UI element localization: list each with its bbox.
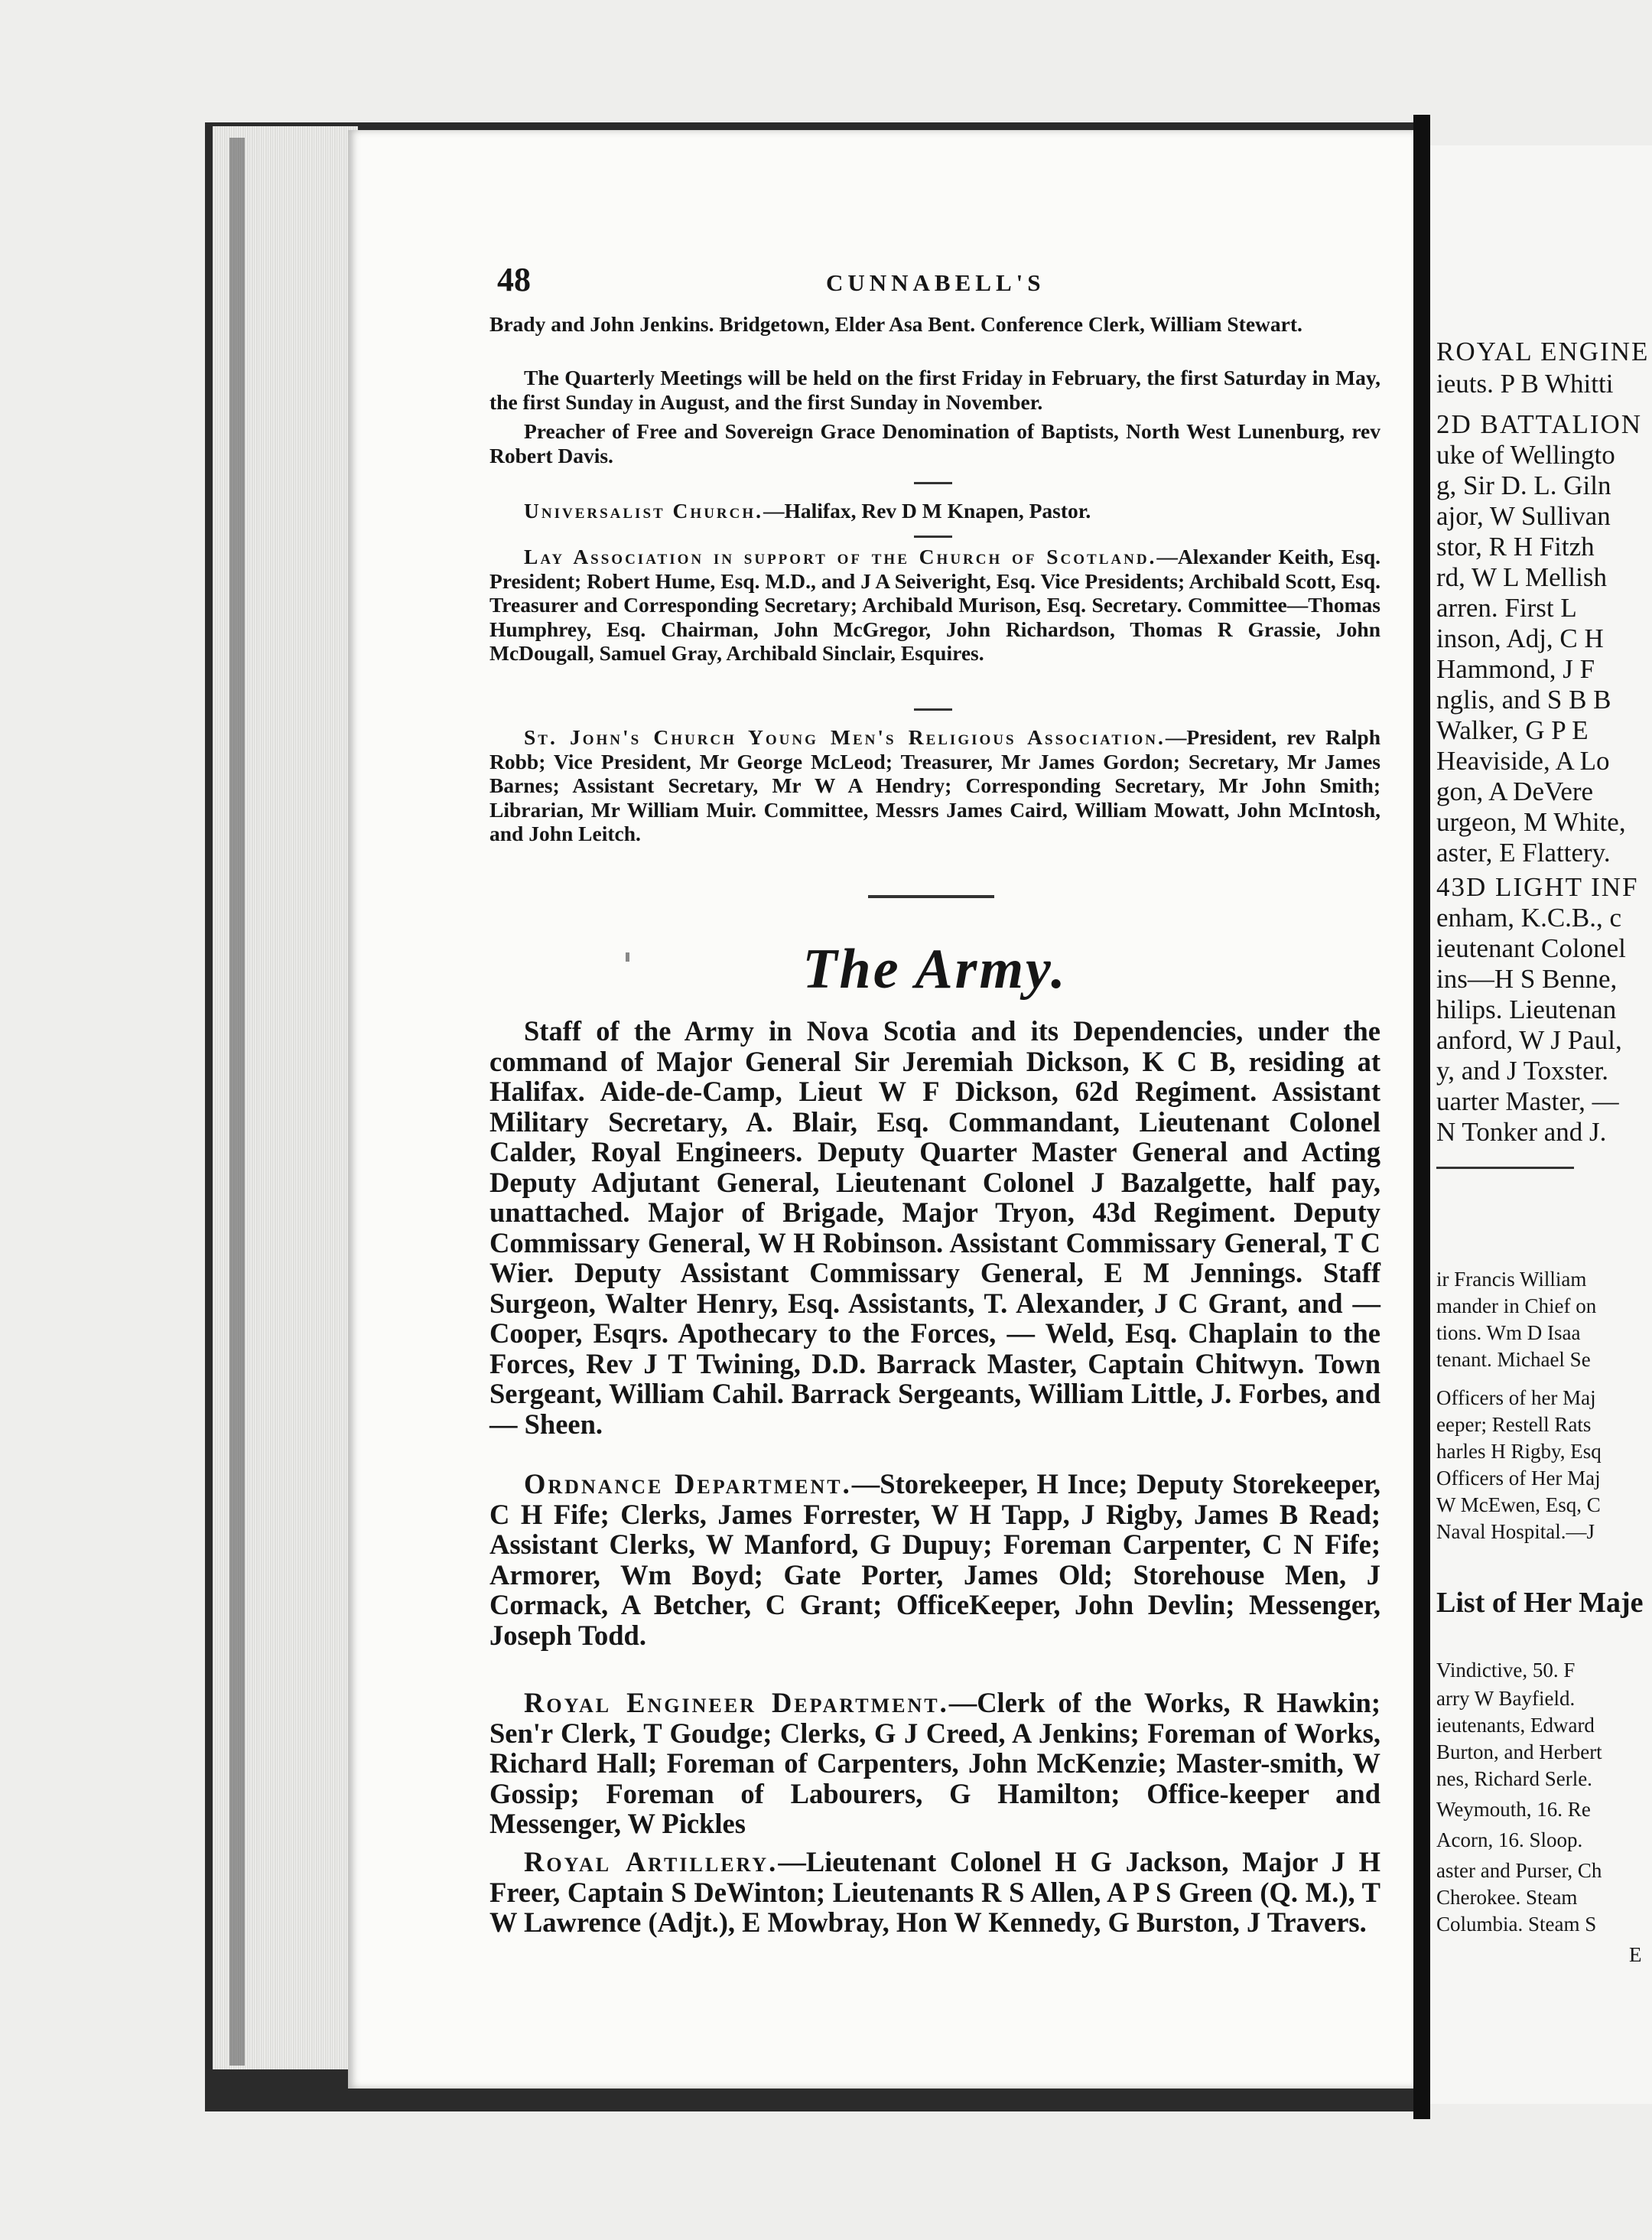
engineer-text: —Clerk of the Works, R Hawkin; Sen'r Clerk, T Goudge; Clerks, G J Creed, A Jenkins; Foreman of Works, Richard Hall; Foreman of Carpenters, John McKenzie; Master-smith, W Gossip; Foreman of Labourers, G Hamilton; Office-keeper and Messenger, W Pickles — [489, 1687, 1380, 1839]
right-line: Cherokee. Steam — [1436, 1886, 1578, 1909]
right-line: E — [1629, 1943, 1642, 1966]
right-line: ROYAL ENGINE — [1436, 337, 1650, 366]
right-line: rd, W L Mellish — [1436, 562, 1607, 592]
st-johns-association — [489, 725, 1380, 846]
right-line: Naval Hospital.—J — [1436, 1520, 1595, 1543]
right-line: Officers of Her Maj — [1436, 1467, 1601, 1490]
right-line: ins—H S Benne, — [1436, 964, 1618, 994]
section-divider — [914, 482, 952, 484]
right-line: y, and J Toxster. — [1436, 1056, 1609, 1086]
right-line: ieuts. P B Whitti — [1436, 369, 1614, 399]
right-line: ir Francis William — [1436, 1268, 1587, 1291]
right-line: g, Sir D. L. Giln — [1436, 470, 1611, 500]
right-line: Walker, G P E — [1436, 715, 1589, 745]
right-line: N Tonker and J. — [1436, 1117, 1607, 1147]
baptist-continuation: Brady and John Jenkins. Bridgetown, Elder Asa Bent. Conference Clerk, William Stewart. — [489, 312, 1302, 336]
right-line: Vindictive, 50. F — [1436, 1659, 1576, 1682]
artillery-text: —Lieutenant Colonel H G Jackson, Major J H Freer, Captain S DeWinton; Lieutenants R S Allen, A P S Green (Q. M.), T W Lawrence (Adjt.), E Mowbray, Hon W Kennedy, G Burston, J Travers. — [489, 1846, 1380, 1938]
right-line: harles H Rigby, Esq — [1436, 1440, 1602, 1463]
right-line: Officers of her Maj — [1436, 1386, 1596, 1409]
right-line: arren. First L — [1436, 593, 1577, 623]
right-line: 2D BATTALION — [1436, 409, 1643, 439]
right-line: Heaviside, A Lo — [1436, 746, 1610, 776]
right-line: gon, A DeVere — [1436, 777, 1594, 806]
right-line: nglis, and S B B — [1436, 685, 1611, 715]
right-line: enham, K.C.B., c — [1436, 903, 1622, 933]
right-line: List of Her Maje — [1436, 1587, 1644, 1619]
right-line: Burton, and Herbert — [1436, 1740, 1602, 1763]
right-line: uarter Master, — — [1436, 1086, 1619, 1116]
right-line: urgeon, M White, — [1436, 807, 1626, 837]
royal-artillery — [489, 1847, 1380, 1938]
right-line: stor, R H Fitzh — [1436, 532, 1595, 562]
engineer-heading: Royal Engineer Department. — [524, 1687, 949, 1718]
right-line: arry W Bayfield. — [1436, 1687, 1576, 1710]
ornamental-rule — [868, 895, 994, 898]
right-line: Hammond, J F — [1436, 654, 1595, 684]
right-line: eeper; Restell Rats — [1436, 1413, 1592, 1436]
right-line: 43D LIGHT INF — [1436, 872, 1639, 902]
right-line: nes, Richard Serle. — [1436, 1767, 1592, 1790]
st-johns-heading: St. John's Church Young Men's Religious Association. — [524, 725, 1166, 749]
right-line: aster, E Flattery. — [1436, 838, 1611, 868]
army-staff-paragraph: Staff of the Army in Nova Scotia and its Dependencies, under the command of Major General Sir Jeremiah Dickson, K C B, residing at Halifax. Aide-de-Camp, Lieut W F Dickson, 62d Regiment. Assistant Military Secretary, A. Blair, Esq. Commandant, Lieutenant Colonel Calder, Royal Engineers. Deputy Quarter Master General and Acting Deputy Adjutant General, Lieutenant Colonel J Bazalgette, half pay, unattached. Major of Brigade, Major Tryon, 43d Regiment. Deputy Commissary General, W H Robinson. Assistant Commissary General, T C Wier. Deputy Assistant Commissary General, E M Jennings. Staff Surgeon, Walter Henry, Esq. Assistants, T. Alexander, J C Grant, and — Cooper, Esqrs. Apothecary to the Forces, — Weld, Esq. Chaplain to the Forces, Rev J T Twining, D.D. Barrack Master, Captain Chitwyn. Town Sergeant, William Cahil. Barrack Sergeants, William Little, J. Forbes, and — Sheen. — [489, 1015, 1380, 1440]
artillery-heading: Royal Artillery. — [524, 1846, 779, 1877]
ordnance-text: —Storekeeper, H Ince; Deputy Storekeeper, C H Fife; Clerks, James Forrester, W H Tapp, J Rigby, James B Read; Assistant Clerks, W Manford, G Dupuy; Foreman Carpenter, C N Fife; Armorer, Wm Boyd; Gate Porter, James Old; Storehouse Men, J Cormack, A Betcher, C Grant; OfficeKeeper, John Devlin; Messenger, Joseph Todd. — [489, 1468, 1380, 1651]
ordnance-department — [489, 1469, 1380, 1650]
section-divider — [914, 708, 952, 711]
book-gutter — [1413, 115, 1430, 2119]
right-line: anford, W J Paul, — [1436, 1025, 1622, 1055]
ordnance-heading: Ordnance Department. — [524, 1468, 852, 1499]
right-page-rule — [1436, 1167, 1574, 1169]
right-line: ieutenants, Edward — [1436, 1714, 1595, 1737]
right-page — [1430, 145, 1652, 2104]
army-heading: The Army. — [802, 938, 1068, 1001]
right-line: Columbia. Steam S — [1436, 1913, 1597, 1936]
right-line: Acorn, 16. Sloop. — [1436, 1828, 1583, 1851]
right-line: ajor, W Sullivan — [1436, 501, 1611, 531]
right-line: aster and Purser, Ch — [1436, 1859, 1602, 1882]
universalist-text: —Halifax, Rev D M Knapen, Pastor. — [763, 499, 1091, 523]
lay-association-heading: Lay Association in support of the Church of Scotland. — [524, 545, 1157, 568]
universalist-church — [489, 499, 1380, 523]
right-line: tenant. Michael Se — [1436, 1348, 1591, 1371]
quarterly-meetings: The Quarterly Meetings will be held on the first Friday in February, the first Saturday in May, the first Sunday in August, and the first Sunday in November. — [489, 366, 1380, 414]
right-line: hilips. Lieutenan — [1436, 995, 1617, 1024]
right-line: ieutenant Colonel — [1436, 933, 1626, 963]
st-johns-text: —President, rev Ralph Robb; Vice President, Mr George McLeod; Treasurer, Mr James Gordon; Secretary, Mr James Barnes; Assistant Secretary, Mr W A Hendry; Corresponding Secretary, Mr John Smith; Librarian, Mr William Muir. Committee, Messrs James Caird, William Mowatt, John McIntosh, and John Leitch. — [489, 725, 1380, 845]
section-divider — [914, 536, 952, 538]
engineer-department — [489, 1688, 1380, 1839]
binding-shadow — [229, 138, 245, 2066]
right-line: W McEwen, Esq, C — [1436, 1493, 1601, 1516]
page-number: 48 — [497, 261, 531, 298]
lay-association — [489, 545, 1380, 666]
free-grace-preacher: Preacher of Free and Sovereign Grace Denomination of Baptists, North West Lunenburg, rev Robert Davis. — [489, 419, 1380, 467]
right-line: Weymouth, 16. Re — [1436, 1798, 1591, 1821]
right-line: uke of Wellingto — [1436, 440, 1615, 470]
right-line: tions. Wm D Isaa — [1436, 1321, 1581, 1344]
universalist-heading: Universalist Church. — [524, 499, 764, 523]
running-title: CUNNABELL'S — [826, 269, 1046, 296]
page-edges — [205, 126, 358, 2069]
right-line: inson, Adj, C H — [1436, 623, 1604, 653]
right-line: mander in Chief on — [1436, 1294, 1597, 1317]
lay-association-text: —Alexander Keith, Esq. President; Robert Hume, Esq. M.D., and J A Seiveright, Esq. Vice Presidents; Archibald Scott, Esq. Treasurer and Corresponding Secretary; Archibald Murison, Esq. Secretary. Committee—Thomas Humphrey, Esq. Chairman, John McGregor, John Richardson, Thomas R Grassie, John McDougall, Samuel Gray, Archibald Sinclair, Esquires. — [489, 545, 1380, 665]
